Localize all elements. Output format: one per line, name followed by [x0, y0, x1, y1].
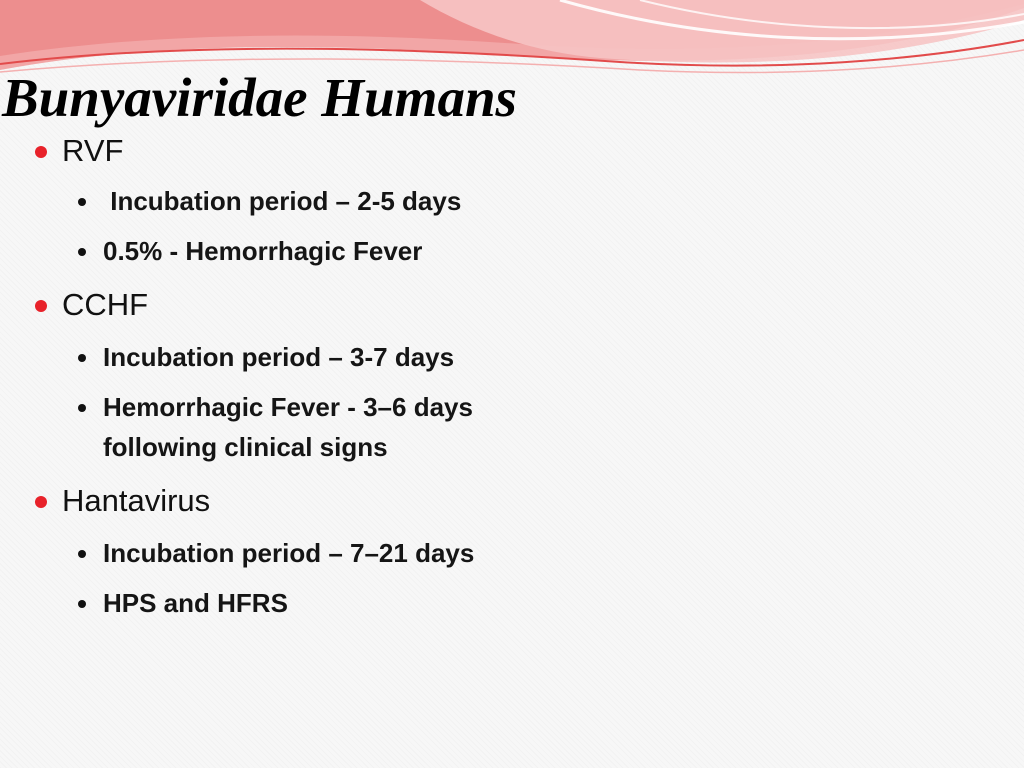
bullet-icon [78, 354, 86, 362]
section-heading-cchf [62, 287, 148, 323]
bullet-icon [35, 496, 47, 508]
list-item-text: following clinical signs [103, 432, 388, 462]
section-heading-label: RVF [62, 133, 124, 168]
bullet-icon [78, 600, 86, 608]
list-item-continuation [103, 427, 388, 467]
list-item [103, 533, 474, 573]
list-item [103, 181, 461, 221]
slide-title: Bunyaviridae Humans [2, 67, 517, 128]
list-item-text: Hemorrhagic Fever - 3–6 days [103, 392, 473, 422]
bullet-icon [78, 550, 86, 558]
list-item-text: Incubation period – 3-7 days [103, 342, 455, 372]
list-item-text: 0.5% - Hemorrhagic Fever [103, 236, 423, 266]
section-heading-rvf [62, 133, 123, 169]
list-item-text: Incubation period – 2-5 days [103, 186, 462, 216]
list-item [103, 231, 422, 271]
list-item-text: HPS and HFRS [103, 588, 288, 618]
list-item [103, 337, 454, 377]
section-heading-label: CCHF [62, 287, 149, 322]
bullet-icon [78, 404, 86, 412]
section-heading-hantavirus [62, 483, 210, 519]
list-item-text: Incubation period – 7–21 days [103, 538, 475, 568]
bullet-icon [35, 146, 47, 158]
list-item [103, 583, 288, 623]
list-item [103, 387, 473, 427]
bullet-icon [35, 300, 47, 312]
section-heading-label: Hantavirus [62, 483, 211, 518]
bullet-icon [78, 248, 86, 256]
bullet-icon [78, 198, 86, 206]
